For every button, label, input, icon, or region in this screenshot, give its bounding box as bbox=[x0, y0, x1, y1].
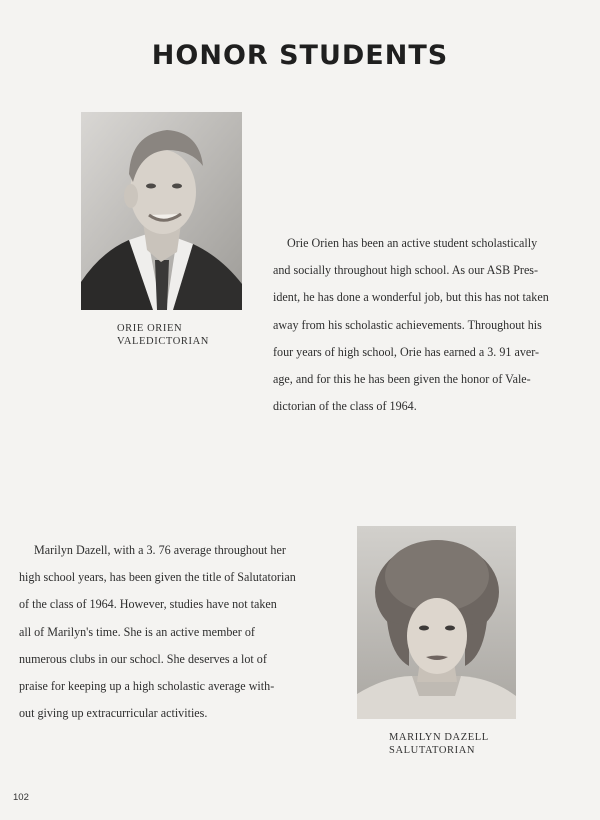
bio-line: of the class of 1964. However, studies have not taken bbox=[19, 597, 277, 612]
valedictorian-name: ORIE ORIEN bbox=[117, 323, 183, 334]
bio-line: dictorian of the class of 1964. bbox=[273, 399, 417, 414]
page-number: 102 bbox=[13, 792, 29, 803]
bio-line: numerous clubs in our schocl. She deserves a lot of bbox=[19, 651, 267, 666]
bio-line: ident, he has done a wonderful job, but this has not taken bbox=[273, 290, 549, 305]
bio-line: Marilyn Dazell, with a 3. 76 average throughout her bbox=[34, 543, 286, 557]
bio-line: high school years, has been given the title of Salutatorian bbox=[19, 570, 296, 585]
page-title: HONOR STUDENTS bbox=[151, 40, 449, 71]
salutatorian-name: MARILYN DAZELL bbox=[389, 732, 489, 743]
salutatorian-title: SALUTATORIAN bbox=[389, 745, 476, 756]
valedictorian-bio bbox=[273, 230, 549, 420]
bio-line: praise for keeping up a high scholastic average with- bbox=[19, 679, 275, 694]
salutatorian-caption bbox=[389, 731, 489, 757]
bio-line: all of Marilyn's time. She is an active member of bbox=[19, 624, 255, 639]
valedictorian-caption bbox=[117, 322, 209, 348]
bio-line: age, and for this he has been given the honor of Vale- bbox=[273, 372, 531, 387]
bio-line: and socially throughout high school. As our ASB Pres- bbox=[273, 263, 539, 278]
bio-line: away from his scholastic achievements. Throughout his bbox=[273, 317, 542, 332]
bio-line: Orie Orien has been an active student scholastically bbox=[287, 236, 538, 250]
bio-line: four years of high school, Orie has earned a 3. 91 aver- bbox=[273, 344, 540, 359]
valedictorian-portrait bbox=[81, 112, 242, 310]
bio-line: out giving up extracurricular activities. bbox=[19, 706, 208, 721]
salutatorian-bio bbox=[19, 537, 296, 727]
valedictorian-title: VALEDICTORIAN bbox=[117, 336, 209, 347]
salutatorian-portrait bbox=[357, 526, 516, 719]
